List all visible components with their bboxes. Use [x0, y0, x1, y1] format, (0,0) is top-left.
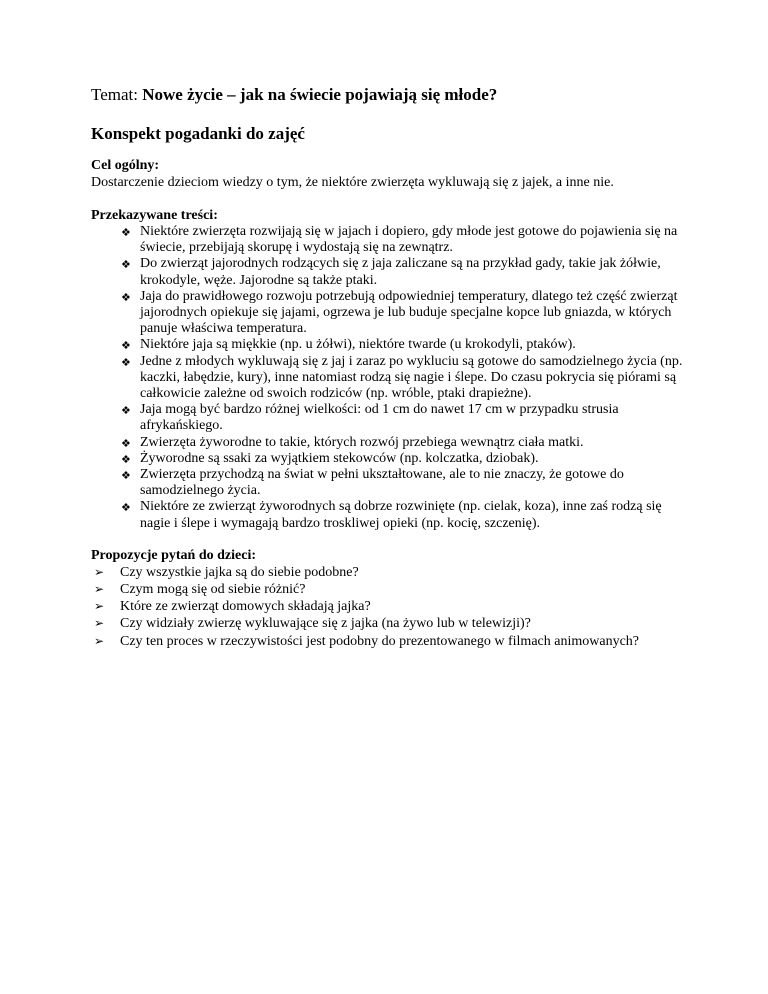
- diamond-bullet-icon: ❖: [121, 258, 131, 272]
- list-item: [94, 564, 691, 581]
- list-item: [94, 581, 691, 598]
- arrow-bullet-icon: ➢: [94, 599, 105, 614]
- list-item: [121, 256, 691, 288]
- list-item-text: Które ze zwierząt domowych składają jajka?: [120, 599, 371, 615]
- diamond-bullet-icon: ❖: [121, 501, 131, 515]
- questions-list: [91, 564, 691, 650]
- arrow-bullet-icon: ➢: [94, 564, 105, 579]
- diamond-bullet-icon: ❖: [121, 290, 131, 304]
- topic-label: Temat:: [91, 85, 143, 104]
- document-page: [91, 84, 691, 650]
- list-item-text: Zwierzęta żyworodne to takie, których rozwój przebiega wewnątrz ciała matki.: [140, 434, 584, 450]
- list-item-text: Niektóre ze zwierząt żyworodnych są dobrze rozwinięte (np. cielak, koza), inne zaś rodzą się nagie i ślepe i wymagają bardzo troskliwej opieki (np. kocię, szczenię).: [140, 499, 662, 531]
- list-item-text: Jedne z młodych wykluwają się z jaj i zaraz po wykluciu są gotowe do samodzielnego życia (np. kaczki, łabędzie, kury), inne natomiast rodzą się nagie i ślepe. Do czasu pokrycia się piórami są całkowicie zależne od swoich rodziców (np. wróble, ptaki drapieżne).: [140, 353, 683, 402]
- list-item: [121, 224, 691, 256]
- diamond-bullet-icon: ❖: [121, 404, 131, 418]
- list-item-text: Czym mogą się od siebie różnić?: [120, 582, 306, 598]
- list-item: [121, 451, 691, 467]
- list-item-text: Zwierzęta przychodzą na świat w pełni ukształtowane, ale to nie znaczy, że gotowe do samodzielnego życia.: [140, 467, 624, 499]
- diamond-bullet-icon: ❖: [121, 469, 131, 483]
- list-item-text: Żyworodne są ssaki za wyjątkiem stekowców (np. kolczatka, dziobak).: [140, 450, 539, 466]
- list-item-text: Jaja mogą być bardzo różnej wielkości: od 1 cm do nawet 17 cm w przypadku strusia afrykańskiego.: [140, 402, 619, 434]
- list-item: [121, 402, 691, 434]
- list-item: [121, 467, 691, 499]
- list-item: [94, 615, 691, 632]
- list-item: [94, 633, 691, 650]
- diamond-bullet-icon: ❖: [121, 355, 131, 369]
- diamond-bullet-icon: ❖: [121, 436, 131, 450]
- list-item-text: Do zwierząt jajorodnych rodzących się z jaja zaliczane są na przykład gady, takie jak żółwie, krokodyle, węże. Jajorodne są także ptaki.: [140, 256, 661, 288]
- goal-heading: Cel ogólny:: [91, 158, 160, 173]
- list-item: [121, 337, 691, 353]
- diamond-bullet-icon: ❖: [121, 339, 131, 353]
- list-item-text: Niektóre jaja są miękkie (np. u żółwi), niektóre twarde (u krokodyli, ptaków).: [140, 337, 576, 353]
- page-title: Nowe życie – jak na świecie pojawiają się młode?: [142, 85, 498, 104]
- arrow-bullet-icon: ➢: [94, 633, 105, 648]
- diamond-bullet-icon: ❖: [121, 452, 131, 466]
- document-subtitle: Konspekt pogadanki do zajęć: [91, 124, 305, 143]
- list-item: [121, 354, 691, 403]
- list-item-text: Czy widziały zwierzę wykluwające się z jajka (na żywo lub w telewizji)?: [120, 616, 531, 632]
- list-item-text: Czy ten proces w rzeczywistości jest podobny do prezentowanego w filmach animowanych?: [120, 633, 639, 649]
- content-list: [91, 224, 691, 532]
- list-item: [94, 598, 691, 615]
- list-item: [121, 435, 691, 451]
- list-item-text: Niektóre zwierzęta rozwijają się w jajach i dopiero, gdy młode jest gotowe do pojawienia się na świecie, przebijają skorupę i wydostają się na zewnątrz.: [140, 224, 678, 256]
- goal-text: Dostarczenie dzieciom wiedzy o tym, że niektóre zwierzęta wykluwają się z jajek, a inne nie.: [91, 175, 614, 190]
- arrow-bullet-icon: ➢: [94, 582, 105, 597]
- questions-heading: Propozycje pytań do dzieci:: [91, 547, 256, 563]
- list-item: [121, 499, 691, 531]
- list-item-text: Jaja do prawidłowego rozwoju potrzebują odpowiedniej temperatury, dlatego też część zwierząt jajorodnych opiekuje się jajami, ogrzewa je lub buduje specjalne kopce lub gniazda, w których panuje właściwa temperatura.: [140, 288, 678, 337]
- topic-line: [91, 84, 691, 106]
- list-item: [121, 289, 691, 338]
- diamond-bullet-icon: ❖: [121, 226, 131, 239]
- list-item-text: Czy wszystkie jajka są do siebie podobne?: [120, 564, 359, 580]
- arrow-bullet-icon: ➢: [94, 616, 105, 631]
- content-heading: Przekazywane treści:: [91, 208, 218, 223]
